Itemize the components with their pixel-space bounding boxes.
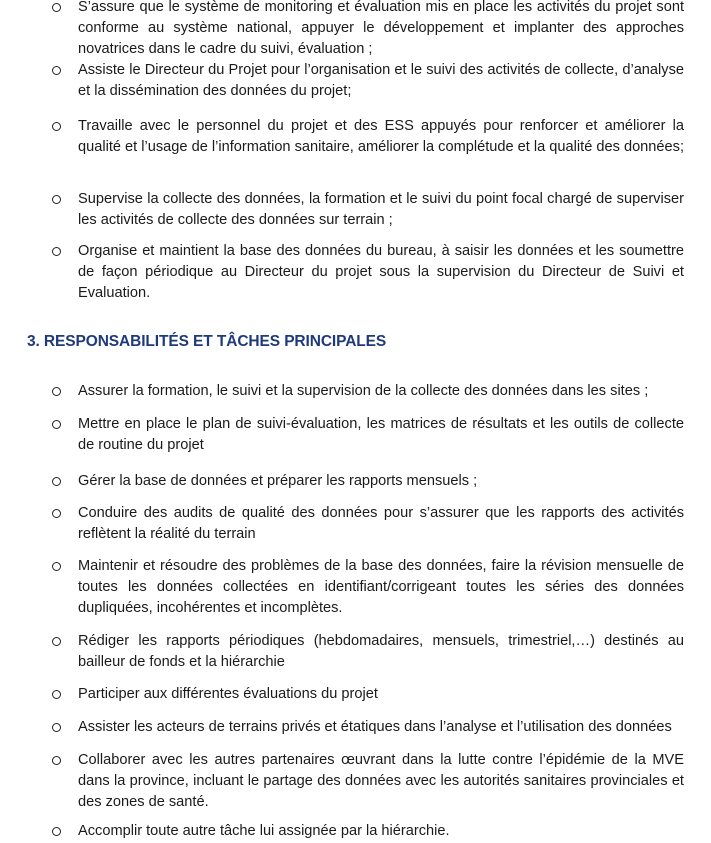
- circle-bullet-icon: [52, 827, 61, 836]
- circle-bullet-icon: [52, 195, 61, 204]
- circle-bullet-icon: [52, 477, 61, 486]
- list-item-text: Maintenir et résoudre des problèmes de la base des données, faire la révision mensuelle de toutes les données collectées en identifiant/corrigeant toutes les séries des données dupliquées, incohérentes et incomplètes.: [78, 558, 684, 616]
- circle-bullet-icon: [52, 723, 61, 732]
- circle-bullet-icon: [52, 247, 61, 256]
- list-item-text: Assurer la formation, le suivi et la supervision de la collecte des données dans les sites ;: [78, 383, 649, 399]
- list-item-text: Assiste le Directeur du Projet pour l’organisation et le suivi des activités de collecte, d’analyse et la dissémination des données du projet;: [78, 62, 684, 99]
- circle-bullet-icon: [52, 756, 61, 765]
- circle-bullet-icon: [52, 3, 61, 12]
- list-item-text: Organise et maintient la base des données du bureau, à saisir les données et les soumettre de façon périodique au Directeur du projet sous la supervision du Directeur de Suivi et Evaluation.: [78, 243, 684, 301]
- list-item-text: S’assure que le système de monitoring et évaluation mis en place les activités du projet sont conforme au système national, appuyer le développement et implanter des approches novatrices dans le cadre du suivi, évaluation ;: [78, 0, 684, 57]
- list-item-text: Rédiger les rapports périodiques (hebdomadaires, mensuels, trimestriel,…) destinés au bailleur de fonds et la hiérarchie: [78, 633, 684, 670]
- list-item-text: Mettre en place le plan de suivi-évaluation, les matrices de résultats et les outils de collecte de routine du projet: [78, 416, 684, 453]
- circle-bullet-icon: [52, 509, 61, 518]
- list-item-text: Gérer la base de données et préparer les rapports mensuels ;: [78, 473, 478, 489]
- list-item-text: Participer aux différentes évaluations du projet: [78, 686, 378, 702]
- section-heading: 3. RESPONSABILITÉS ET TÂCHES PRINCIPALES: [27, 333, 387, 350]
- circle-bullet-icon: [52, 420, 61, 429]
- circle-bullet-icon: [52, 122, 61, 131]
- circle-bullet-icon: [52, 690, 61, 699]
- list-item-text: Conduire des audits de qualité des données pour s’assurer que les rapports des activités reflètent la réalité du terrain: [78, 505, 684, 542]
- circle-bullet-icon: [52, 562, 61, 571]
- list-item-text: Collaborer avec les autres partenaires œuvrant dans la lutte contre l’épidémie de la MVE dans la province, incluant le partage des données avec les autorités sanitaires provinciales et des zones de santé.: [78, 752, 684, 810]
- circle-bullet-icon: [52, 387, 61, 396]
- list-item-text: Supervise la collecte des données, la formation et le suivi du point focal chargé de superviser les activités de collecte des données sur terrain ;: [78, 191, 684, 228]
- list-item-text: Assister les acteurs de terrains privés et étatiques dans l’analyse et l’utilisation des données: [78, 719, 672, 735]
- circle-bullet-icon: [52, 637, 61, 646]
- list-item-text: Travaille avec le personnel du projet et des ESS appuyés pour renforcer et améliorer la qualité et l’usage de l’information sanitaire, améliorer la complétude et la qualité des données;: [78, 118, 685, 155]
- circle-bullet-icon: [52, 66, 61, 75]
- list-item-text: Accomplir toute autre tâche lui assignée par la hiérarchie.: [78, 823, 450, 839]
